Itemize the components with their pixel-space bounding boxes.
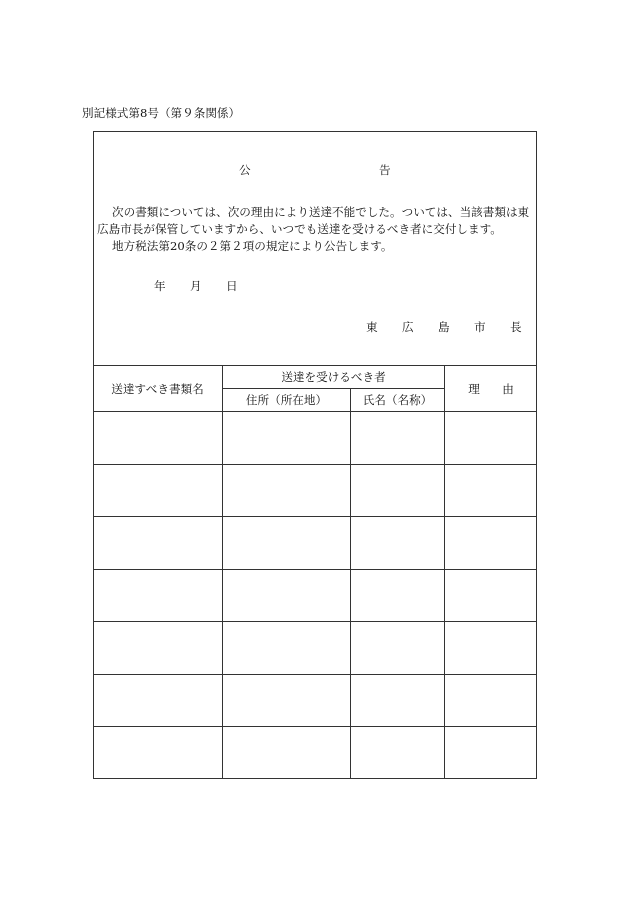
col-header-reason [444,366,537,411]
cell-document [93,569,222,622]
notice-body-line: 次の書類については、次の理由により送達不能でした。ついては、当該書類は東 [112,205,530,219]
cell-name [350,464,444,517]
issuer-char: 島 [438,320,450,334]
cell-address [222,621,350,674]
date-month-label: 月 [190,279,202,293]
issuer-char: 長 [510,320,522,334]
issuer-char: 東 [366,320,378,334]
date-day-label: 日 [226,279,238,293]
cell-reason [444,411,537,464]
cell-reason [444,726,537,779]
col-header-reason-char: 由 [502,381,514,396]
form-label: 別記様式第8号（第９条関係） [82,106,241,120]
cell-name [350,726,444,779]
cell-name [350,516,444,569]
cell-reason [444,464,537,517]
col-header-name: 氏名（名称） [350,388,444,411]
notice-title-char: 告 [379,163,391,177]
cell-reason [444,569,537,622]
notice-title-char: 公 [239,163,251,177]
issuer-char: 市 [474,320,486,334]
cell-address [222,569,350,622]
cell-address [222,464,350,517]
notice-issuer [366,320,522,334]
cell-document [93,621,222,674]
notice-body-line: 広島市長が保管していますから、いつでも送達を受けるべき者に交付します。 [97,222,502,236]
issuer-char: 広 [402,320,414,334]
cell-name [350,674,444,727]
notice-date [154,279,238,293]
cell-document [93,674,222,727]
col-header-document: 送達すべき書類名 [111,381,204,396]
cell-document [93,516,222,569]
date-year-label: 年 [154,279,166,293]
cell-reason [444,516,537,569]
col-header-address: 住所（所在地） [222,388,350,411]
cell-address [222,516,350,569]
cell-address [222,726,350,779]
cell-document [93,411,222,464]
cell-name [350,569,444,622]
col-header-recipient: 送達を受けるべき者 [222,366,444,388]
cell-document [93,726,222,779]
cell-address [222,674,350,727]
delivery-table [93,365,537,779]
cell-document [93,464,222,517]
cell-name [350,411,444,464]
cell-reason [444,674,537,727]
cell-address [222,411,350,464]
notice-title [239,163,391,177]
col-header-reason-char: 理 [468,381,480,396]
cell-reason [444,621,537,674]
cell-name [350,621,444,674]
notice-body-line: 地方税法第20条の２第２項の規定により公告します。 [112,239,393,253]
